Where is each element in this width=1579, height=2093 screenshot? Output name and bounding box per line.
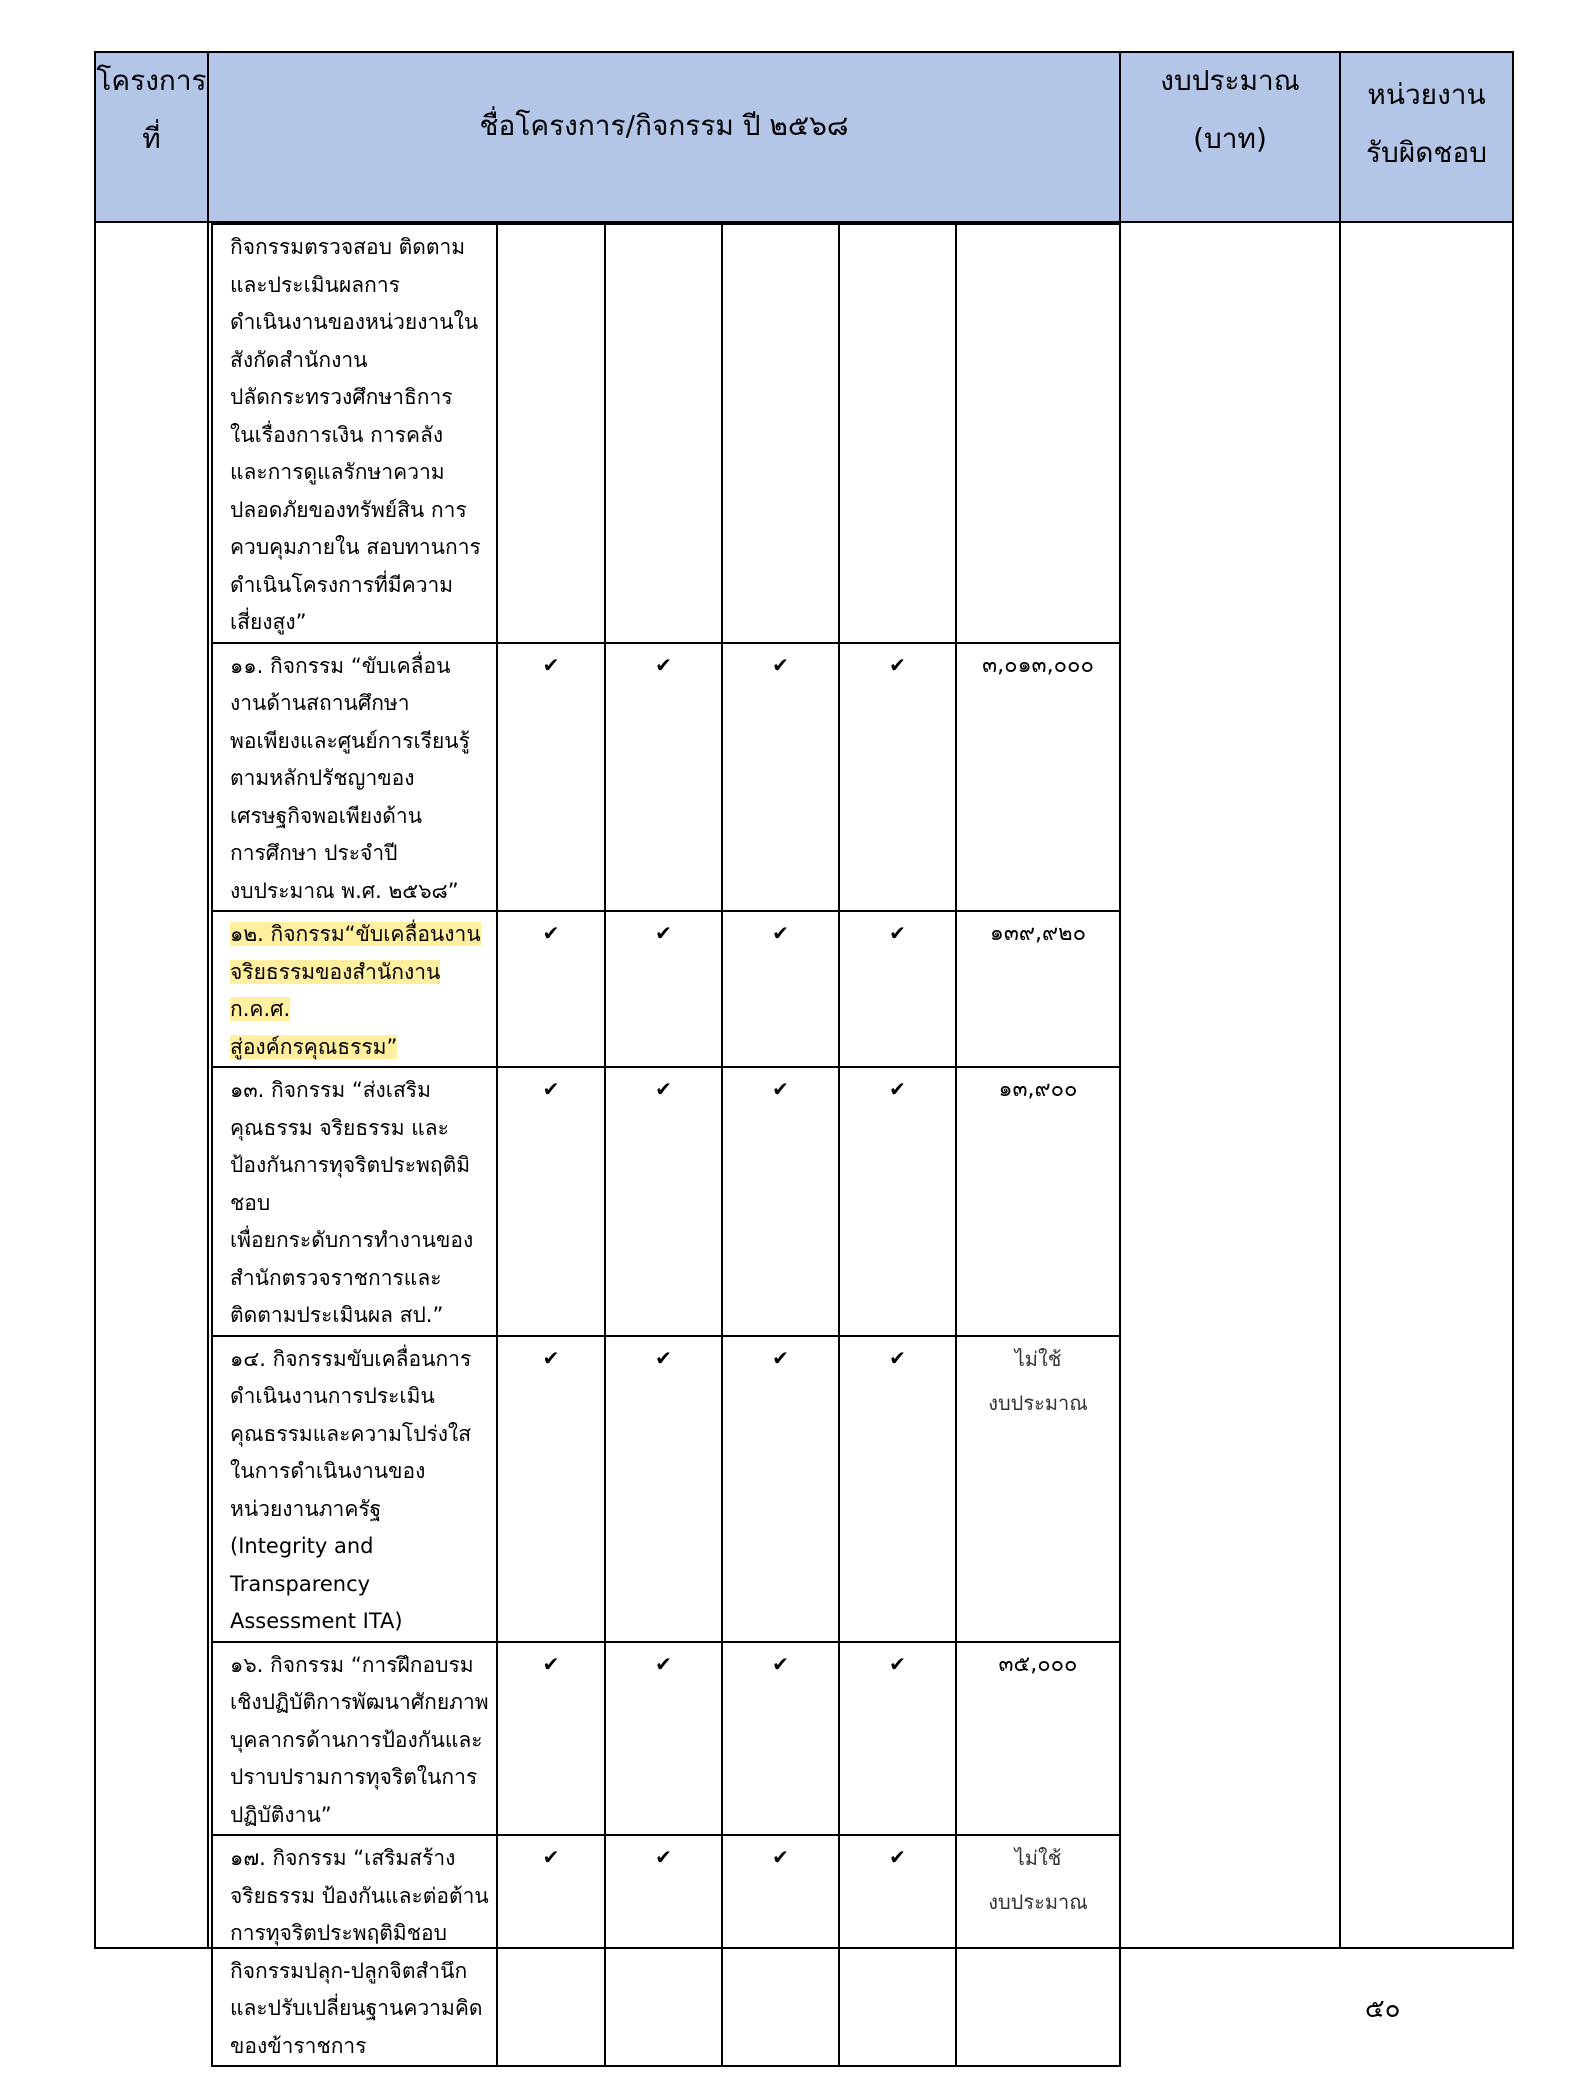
check-icon: ✔ <box>722 643 839 912</box>
check-icon: ✔ <box>605 1642 722 1836</box>
check-icon: ✔ <box>605 911 722 1067</box>
check-icon: ✔ <box>497 1336 605 1642</box>
activity-name: ๑๗. กิจกรรม “เสริมสร้าง จริยธรรม ป้องกันและต่อต้าน การทุจริตประพฤติมิชอบ กิจกรรมปลุก-ปลูกจิตสำนึก และปรับเปลี่ยนฐานความคิด ของข้าราชการ <box>212 1835 497 2066</box>
activity-budget: ๑๓๙,๙๒๐ <box>956 911 1120 1067</box>
check-icon: ✔ <box>839 1835 956 2066</box>
check-icon: ✔ <box>722 911 839 1067</box>
quarter-3-cell <box>722 224 839 643</box>
activity-budget <box>956 224 1120 643</box>
table-row <box>212 911 1120 1067</box>
check-icon: ✔ <box>497 1642 605 1836</box>
column-divider-1 <box>207 51 209 1949</box>
check-icon: ✔ <box>497 1835 605 2066</box>
header-budget: งบประมาณ (บาท) <box>1160 64 1300 155</box>
activity-budget <box>956 1835 1120 2066</box>
check-icon: ✔ <box>605 1336 722 1642</box>
table-right-border <box>1512 51 1514 1949</box>
page-number: ๕๐ <box>1365 1994 1401 2024</box>
table-left-border <box>94 51 96 1949</box>
activity-name <box>212 911 497 1067</box>
header-project-number: โครงการ ที่ <box>96 64 207 155</box>
highlighted-text: ๑๒. กิจกรรม“ขับเคลื่อนงาน จริยธรรมของสำนักงาน ก.ค.ศ. สู่องค์กรคุณธรรม” <box>230 922 481 1059</box>
activity-budget <box>956 1336 1120 1642</box>
check-icon: ✔ <box>722 1642 839 1836</box>
activity-budget: ๓๕,๐๐๐ <box>956 1642 1120 1836</box>
table-row <box>212 1067 1120 1336</box>
check-icon: ✔ <box>497 1067 605 1336</box>
check-icon: ✔ <box>497 643 605 912</box>
header-project-name: ชื่อโครงการ/กิจกรรม ปี ๒๕๖๘ <box>479 109 849 142</box>
check-icon: ✔ <box>722 1067 839 1336</box>
table-row <box>212 1336 1120 1642</box>
non-budget-label: ไม่ใช้ งบประมาณ <box>988 1846 1088 1914</box>
activity-name: กิจกรรมตรวจสอบ ติดตาม และประเมินผลการ ดำเนินงานของหน่วยงานใน สังกัดสำนักงาน ปลัดกระทรวงศึกษาธิการ ในเรื่องการเงิน การคลัง และการดูแลรักษาความ ปลอดภัยของทรัพย์สิน การ ควบคุมภายใน สอบทานการ ดำเนินโครงการที่มีความ เสี่ยงสูง” <box>212 224 497 643</box>
check-icon: ✔ <box>839 643 956 912</box>
check-icon: ✔ <box>722 1835 839 2066</box>
check-icon: ✔ <box>605 643 722 912</box>
check-icon: ✔ <box>605 1067 722 1336</box>
check-icon: ✔ <box>839 1067 956 1336</box>
check-icon: ✔ <box>497 911 605 1067</box>
activity-name: ๑๑. กิจกรรม “ขับเคลื่อน งานด้านสถานศึกษา พอเพียงและศูนย์การเรียนรู้ ตามหลักปรัชญาของ เศรษฐกิจพอเพียงด้าน การศึกษา ประจำปี งบประมาณ พ.ศ. ๒๕๖๘” <box>212 643 497 912</box>
non-budget-label: ไม่ใช้ งบประมาณ <box>988 1346 1088 1415</box>
check-icon: ✔ <box>839 1642 956 1836</box>
table-row <box>212 1642 1120 1836</box>
activity-name: ๑๔. กิจกรรมขับเคลื่อนการ ดำเนินงานการประเมิน คุณธรรมและความโปร่งใส ในการดำเนินงานของ หน่วยงานภาครัฐ (Integrity and Transparency Assessment ITA) <box>212 1336 497 1642</box>
quarter-2-cell <box>605 224 722 643</box>
table-row <box>212 643 1120 912</box>
header-responsible-unit: หน่วยงาน รับผิดชอบ <box>1366 78 1487 169</box>
table-row <box>212 1835 1120 2066</box>
activity-budget: ๓,๐๑๓,๐๐๐ <box>956 643 1120 912</box>
check-icon: ✔ <box>839 1336 956 1642</box>
table-row <box>212 224 1120 643</box>
check-icon: ✔ <box>839 911 956 1067</box>
activity-schedule-table <box>211 223 1121 2067</box>
activity-name: ๑๖. กิจกรรม “การฝึกอบรม เชิงปฏิบัติการพัฒนาศักยภาพ บุคลากรด้านการป้องกันและ ปราบปรามการทุจริตในการ ปฏิบัติงาน” <box>212 1642 497 1836</box>
quarter-1-cell <box>497 224 605 643</box>
check-icon: ✔ <box>605 1835 722 2066</box>
check-icon: ✔ <box>722 1336 839 1642</box>
activity-name: ๑๓. กิจกรรม “ส่งเสริม คุณธรรม จริยธรรม และ ป้องกันการทุจริตประพฤติมิชอบ เพื่อยกระดับการทำงานของ สำนักตรวจราชการและ ติดตามประเมินผล สป.” <box>212 1067 497 1336</box>
quarter-4-cell <box>839 224 956 643</box>
activity-budget: ๑๓,๙๐๐ <box>956 1067 1120 1336</box>
column-divider-3 <box>1339 51 1341 1949</box>
